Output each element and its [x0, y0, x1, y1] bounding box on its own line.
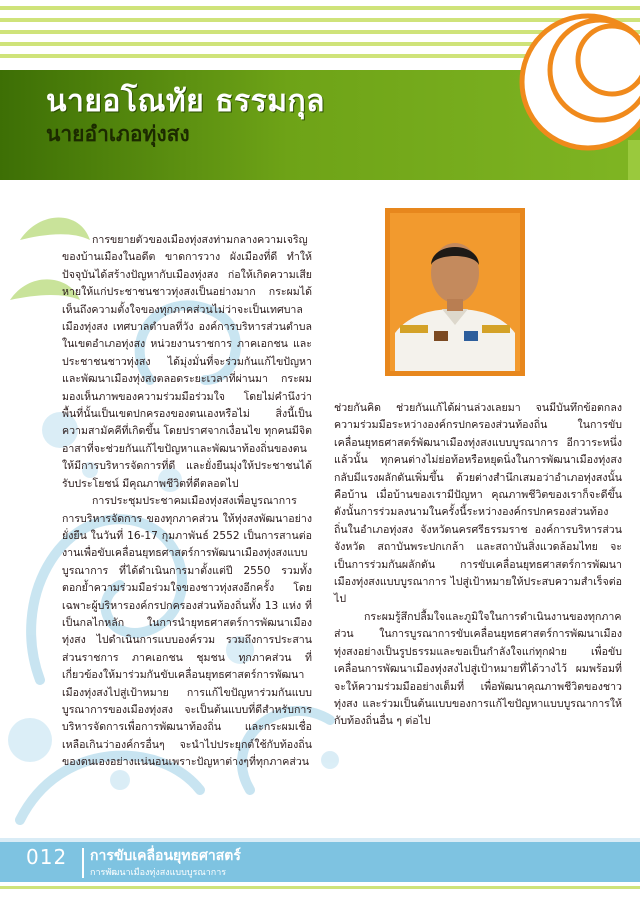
article-paragraph: การขยายตัวของเมืองทุ่งสงท่ามกลางความเจริญของบ้านเมืองในอดีต ขาดการวาง ผังเมืองที่ดี ทำให้ปัจจุบันได้สร้างปัญหากับเมืองทุ่งสง ก่อให้เกิดความเสียหายให้แก่ประชาชนชาวทุ่งสงเป็นอย่างมาก กระผมได้เห็นถึงความตั้งใจของทุกภาคส่วนไม่ว่าจะเป็นเทศบาลเมืองทุ่งสง เทศบาลตำบลที่วัง องค์การบริหารส่วนตำบลในเขตอำเภอทุ่งสง หน่วยงานราชการ ภาคเอกชน และประชาชนชาวทุ่งสง ได้มุ่งมั่นที่จะร่วมกันแก้ไขปัญหาและพัฒนาเมืองทุ่งสงตลอดระยะเวลาที่ผ่านมา กระผมมองเห็นภาพของความร่วมมือร่วมใจ โดยไม่คำนึงว่าพื้นที่นั้นเป็นเขตปกครองของตนเองหรือไม่ สิ่งนี้เป็นความสามัคคีที่เกิดขึ้น โดยปราศจากเงื่อนไข ทุกคนมีจิตอาสาที่จะช่วยกันแก้ไขปัญหาและพัฒนาท้องถิ่นของตนให้มีการบริหารจัดการที่ดี และยั่งยืนมุ่งให้ประชาชนได้รับประโยชน์ มีคุณภาพชีวิตที่ดีตลอดไป: [62, 234, 312, 490]
person-position: นายอำเภอทุ่งสง: [46, 122, 190, 146]
footer-stripe: [0, 886, 640, 889]
person-portrait-icon: [390, 213, 520, 371]
article-paragraph: กระผมรู้สึกปลื้มใจและภูมิใจในการดำเนินงานของทุกภาคส่วน ในการบูรณาการขับเคลื่อนยุทธศาสตร์การพัฒนาเมืองทุ่งสงอย่างเป็นรูปธรรมและขอเป็นกำลังใจแก่ทุกฝ่าย เพื่อขับเคลื่อนการพัฒนาเมืองทุ่งสงไปสู่เป้าหมายที่ได้วางไว้ ผมพร้อมที่จะให้ความร่วมมืออย่างเต็มที่ เพื่อพัฒนาคุณภาพชีวิตของชาวทุ่งสง และร่วมเป็นต้นแบบของการแก้ไขปัญหาแบบบูรณาการให้กับท้องถิ่นอื่น ๆ ต่อไป: [334, 610, 622, 728]
footer-title: การขับเคลื่อนยุทธศาสตร์: [90, 848, 241, 864]
article-column-left: [62, 232, 312, 772]
footer-subtitle: การพัฒนาเมืองทุ่งสงแบบบูรณาการ: [90, 868, 227, 878]
page-number: 012: [26, 845, 68, 869]
decorative-circles-icon: [470, 0, 640, 180]
footer-divider: [82, 848, 84, 878]
portrait-photo: [385, 208, 525, 376]
person-name: นายอโณทัย ธรรมกุล: [46, 84, 326, 119]
footer-bottom: [0, 882, 640, 897]
article-column-right: [334, 400, 622, 731]
article-paragraph: ช่วยกันคิด ช่วยกันแก้ได้ผ่านล่วงเลยมา จนมีบันทึกข้อตกลงความร่วมมือระหว่างองค์กรปกครองส่วนท้องถิ่น ในการขับเคลื่อนยุทธศาสตร์พัฒนาเมืองทุ่งสงแบบบูรณาการ อีกวาระหนึ่งแล้วนั้น ทุกคนต่างไม่ย่อท้อหรือหยุดนิ่งในการพัฒนาเมืองทุ่งสง กลับมีแรงผลักดันเพิ่มขึ้น ด้วยต่างสำนึกเสมอว่าอำเภอทุ่งสงนั้นคือบ้าน เมื่อบ้านของเรามีปัญหา คุณภาพชีวิตของเราก็จะดีขึ้น ดังนั้นการร่วมลงนามในครั้งนี้ระหว่างองค์กรปกครองส่วนท้องถิ่นในอำเภอทุ่งสง จังหวัดนครศรีธรรมราช องค์การบริหารส่วนจังหวัด สถาบันพระปกเกล้า และสถาบันสิ่งแวดล้อมไทย จะเป็นการร่วมกันผลักดัน การขับเคลื่อนยุทธศาสตร์การพัฒนาเมืองทุ่งสงแบบบูรณาการ ไปสู่เป้าหมายให้ประสบความสำเร็จต่อไป: [334, 402, 622, 606]
article-paragraph: การประชุมประชาคมเมืองทุ่งสงเพื่อบูรณาการการบริหารจัดการ ของทุกภาคส่วน ให้ทุ่งสงพัฒนาอย่างยั่งยืน ในวันที่ 16-17 กุมภาพันธ์ 2552 เป็นการสานต่องานเพื่อขับเคลื่อนยุทธศาสตร์การพัฒนาเมืองทุ่งสงแบบบูรณาการ ที่ได้ดำเนินการมาตั้งแต่ปี 2550 รวมทั้งตอกย้ำความร่วมมือร่วมใจของชาวทุ่งสงอีกครั้ง โดยเฉพาะผู้บริหารองค์กรปกครองส่วนท้องถิ่นทั้ง 13 แห่ง ที่เป็นกลไกหลัก ในการนำยุทธศาสตร์การพัฒนาเมืองทุ่งสง ไปดำเนินการแบบองค์รวม รวมถึงการประสานส่วนราชการ ภาคเอกชน ชุมชน ทุกภาคส่วน ที่เกี่ยวข้องให้มาร่วมกันขับเคลื่อนยุทธศาสตร์การพัฒนาเมืองทุ่งสงไปสู่เป้าหมาย การแก้ไขปัญหาร่วมกันแบบบูรณาการของเมืองทุ่งสง จะเป็นต้นแบบที่ดีสำหรับการบริหารจัดการเพื่อการพัฒนาท้องถิ่น และกระผมเชื่อเหลือเกินว่าองค์กรอื่นๆ จะนำไปประยุกต์ใช้กับท้องถิ่นของตนเองอย่างแน่นอนเพราะปัญหาต่างๆที่ทุกภาคส่วน: [62, 495, 312, 769]
